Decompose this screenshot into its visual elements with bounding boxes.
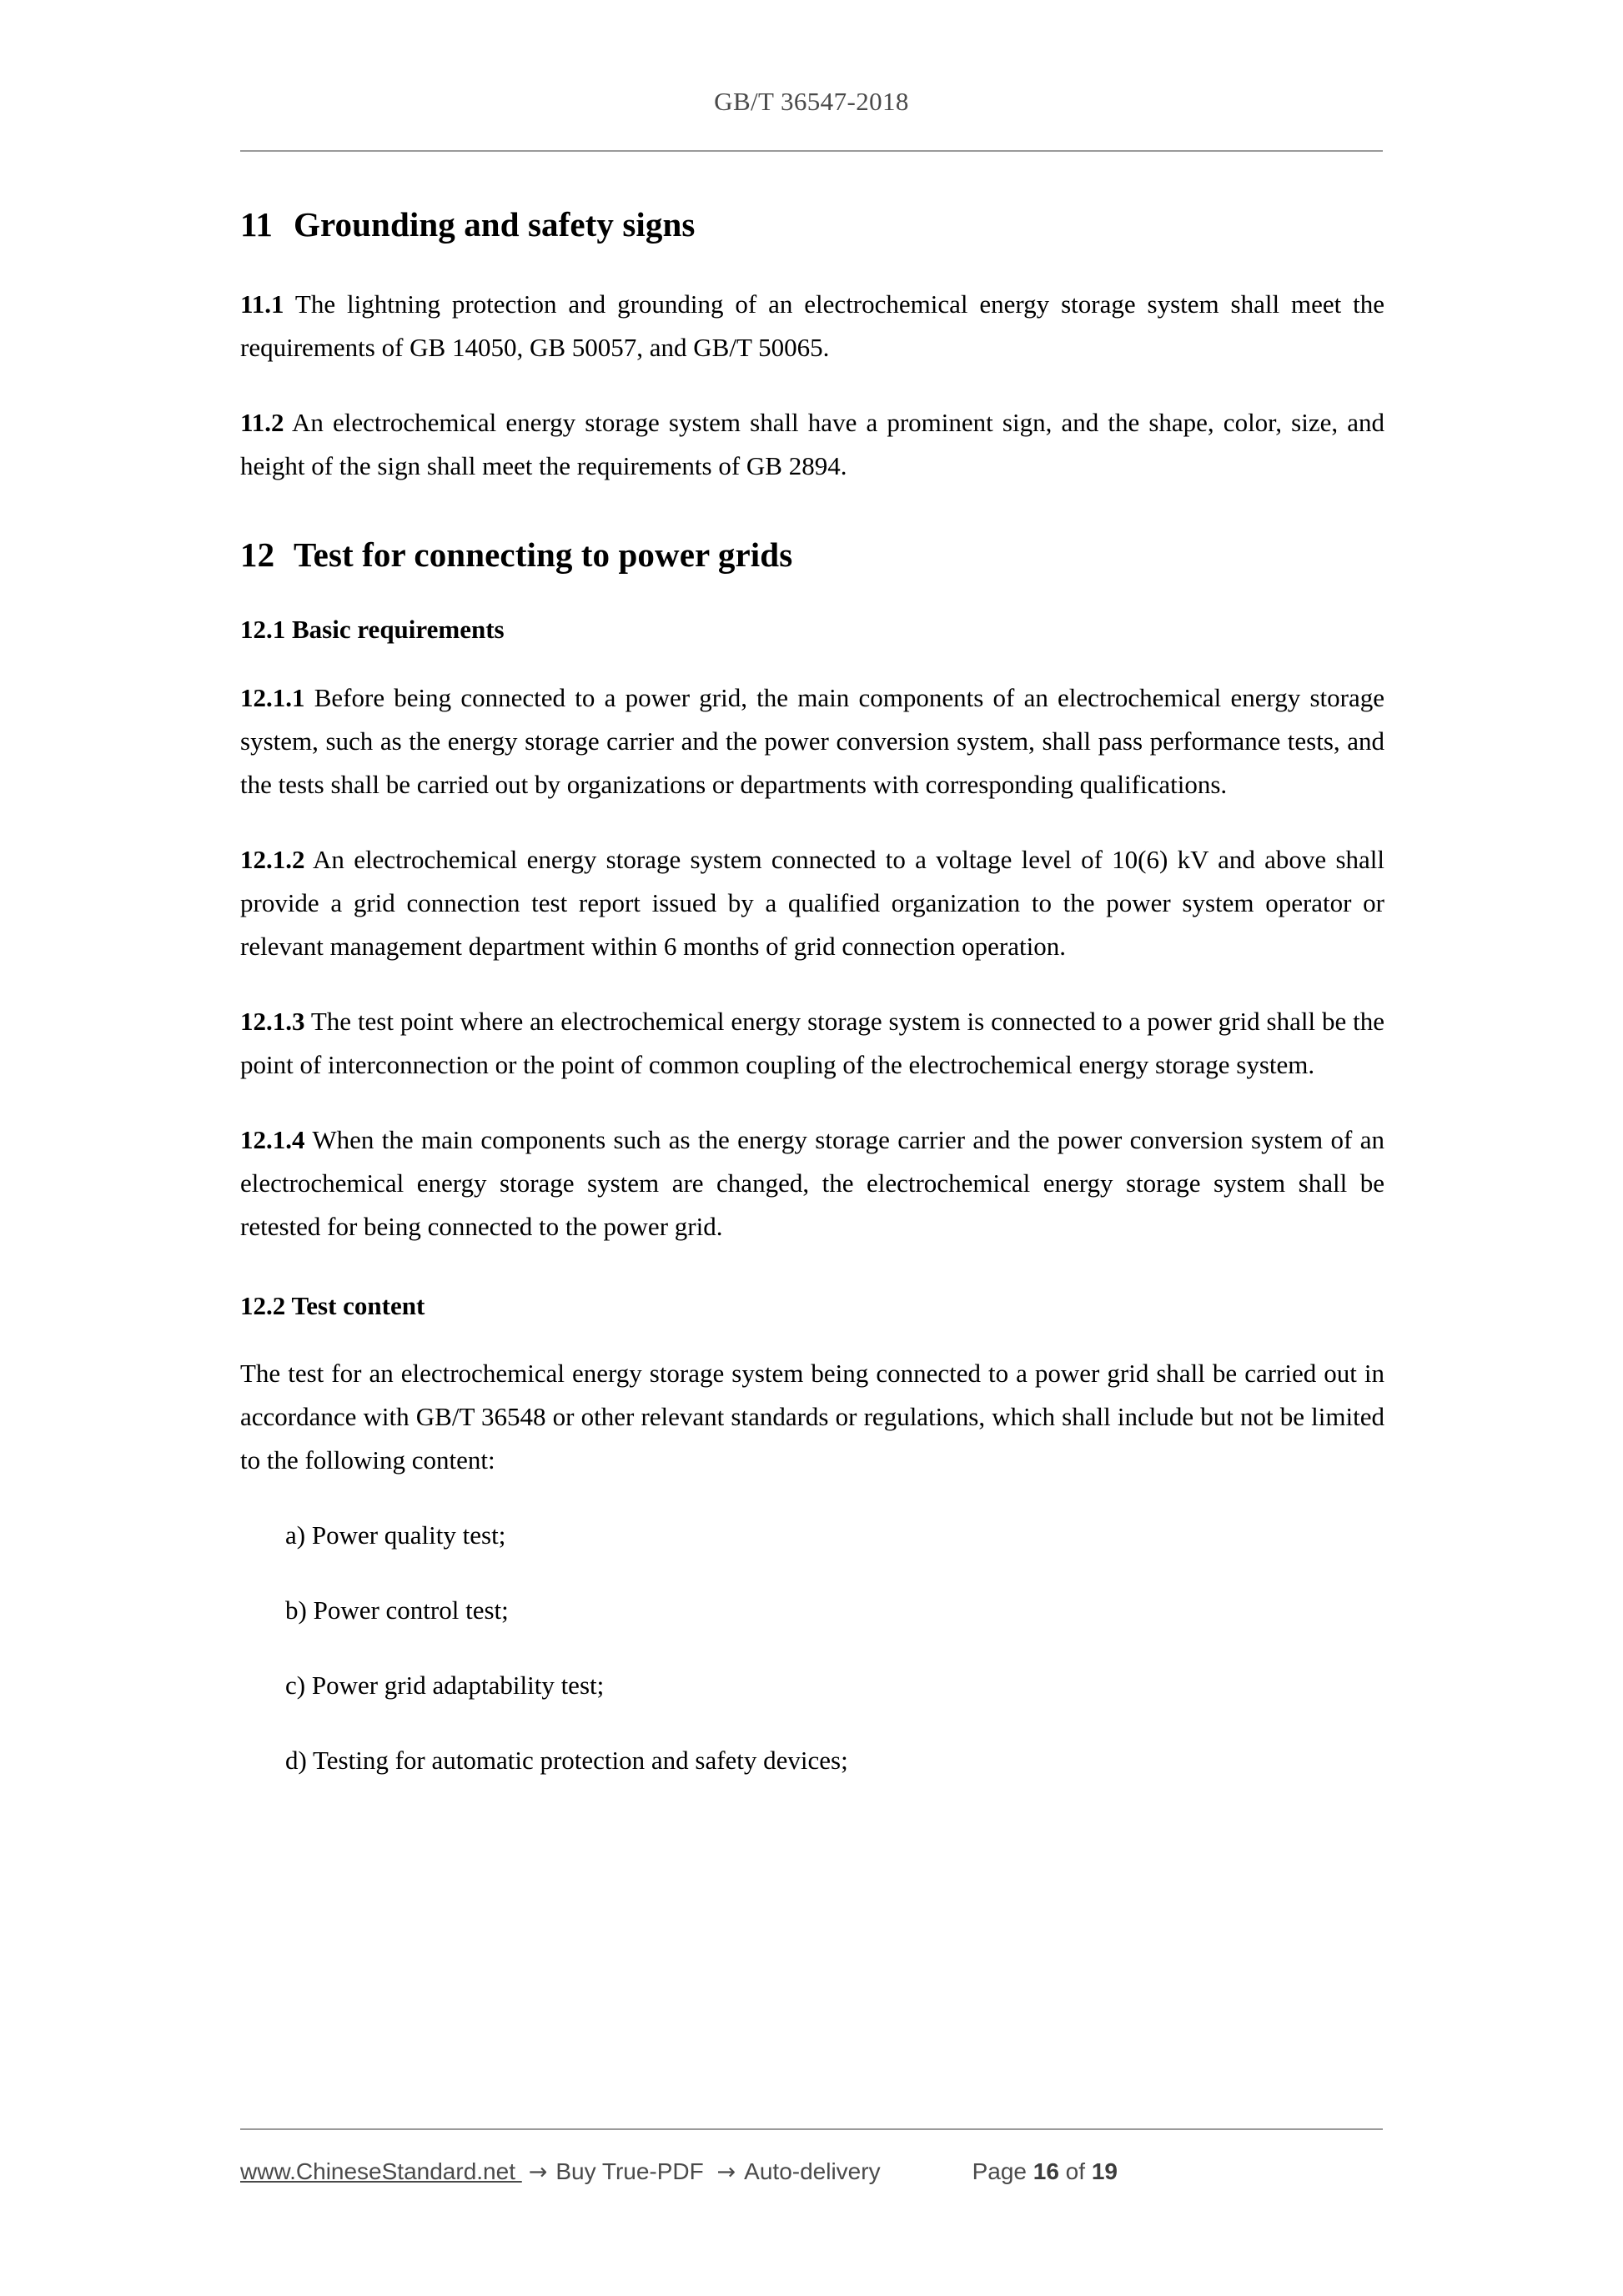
- arrow-right-icon: →: [528, 2159, 548, 2185]
- clause-12-2-intro: The test for an electrochemical energy storage system being connected to a power grid shall be carried out in accordance with GB/T 36548 or other relevant standards or regulations, which shall include but not be limited to the following content:: [240, 1359, 1384, 1475]
- clause-11-1-text: The lightning protection and grounding of an electrochemical energy storage system shall meet the requirements of GB 14050, GB 50057, and GB/T 50065.: [240, 289, 1384, 363]
- list-item: a) Power quality test;: [285, 1520, 506, 1550]
- clause-12-1-4-text: When the main components such as the energy storage carrier and the power conversion system of an electrochemical energy storage system are changed, the electrochemical energy storage system shall be retested for being connected to the power grid.: [240, 1124, 1384, 1241]
- footer-divider: [240, 2128, 1383, 2130]
- clause-11-2-number: 11.2: [240, 408, 284, 438]
- header-divider: [240, 150, 1383, 152]
- arrow-right-icon: →: [716, 2159, 736, 2185]
- heading-section-12: [240, 535, 1384, 575]
- page-header: [0, 87, 1623, 117]
- footer-promo: [240, 2158, 881, 2185]
- clause-12-1-3-number: 12.1.3: [240, 1006, 305, 1036]
- clause-11-2-text: An electrochemical energy storage system shall have a prominent sign, and the shape, color, size, and height of the sign shall meet the requirements of GB 2894.: [240, 408, 1384, 481]
- heading-12-1: 12.1 Basic requirements: [240, 614, 505, 644]
- heading-section-11: [240, 204, 1384, 244]
- clause-12-1-2-number: 12.1.2: [240, 844, 305, 874]
- heading-section-11-title: Grounding and safety signs: [294, 205, 696, 244]
- list-item: c) Power grid adaptability test;: [285, 1671, 605, 1701]
- clause-12-1-1-text: Before being connected to a power grid, the main components of an electrochemical energy storage system, such as the energy storage carrier and the power conversion system, shall pass performance tests, and the tests shall be carried out by organizations or departments with corresponding qualifications.: [240, 682, 1384, 799]
- chinesestandard-link[interactable]: www.ChineseStandard.net: [240, 2158, 522, 2184]
- heading-section-12-title: Test for connecting to power grids: [294, 535, 793, 575]
- clause-11-1-number: 11.1: [240, 289, 284, 319]
- clause-12-1-2: [240, 838, 1384, 968]
- page-footer: [240, 2158, 1384, 2185]
- clause-12-1-3-text: The test point where an electrochemical energy storage system is connected to a power grid shall be the point of interconnection or the point of common coupling of the electrochemical energy storage system.: [240, 1006, 1384, 1079]
- heading-section-11-number: 11: [240, 205, 273, 244]
- clause-11-2: [240, 401, 1384, 488]
- page-indicator: [972, 2158, 1118, 2185]
- clause-12-1-4-number: 12.1.4: [240, 1124, 305, 1154]
- list-item: d) Testing for automatic protection and safety devices;: [285, 1746, 848, 1776]
- clause-12-1-1-number: 12.1.1: [240, 682, 305, 712]
- standard-id-title: GB/T 36547-2018: [714, 87, 909, 116]
- clause-12-1-1: [240, 676, 1384, 806]
- total-page-number: 19: [1091, 2158, 1118, 2184]
- document-body: [240, 204, 1384, 1782]
- of-word-label: of: [1058, 2158, 1092, 2184]
- clause-12-1-3: [240, 1000, 1384, 1087]
- buy-true-pdf-label: Buy True-PDF: [555, 2158, 711, 2184]
- current-page-number: 16: [1033, 2158, 1059, 2184]
- heading-section-12-number: 12: [240, 535, 275, 575]
- auto-delivery-label: Auto-delivery: [744, 2158, 881, 2184]
- clause-12-1-2-text: An electrochemical energy storage system connected to a voltage level of 10(6) kV and above shall provide a grid connection test report issued by a qualified organization to the power system operator or relevant management department within 6 months of grid connection operation.: [240, 844, 1384, 961]
- clause-11-1: [240, 283, 1384, 369]
- clause-12-1-4: [240, 1118, 1384, 1248]
- heading-12-2: 12.2 Test content: [240, 1290, 425, 1320]
- list-item: b) Power control test;: [285, 1595, 509, 1625]
- page-word-label: Page: [972, 2158, 1033, 2184]
